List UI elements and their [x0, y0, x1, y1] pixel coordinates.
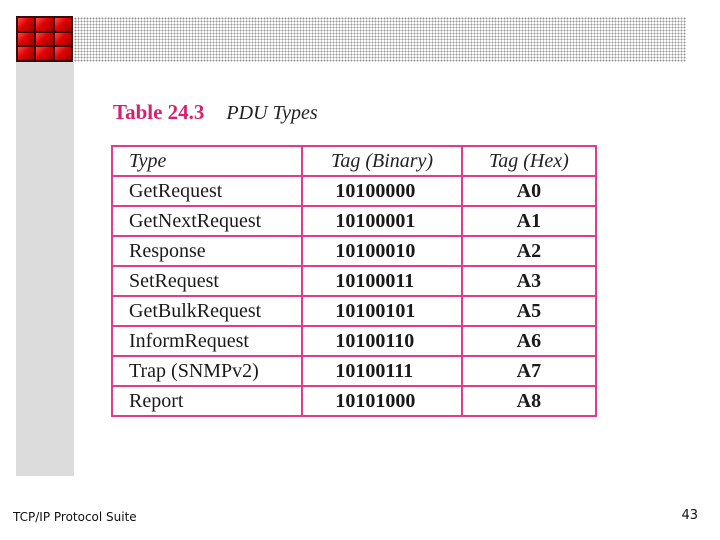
- cell-hex: A5: [462, 296, 596, 326]
- cell-hex: A6: [462, 326, 596, 356]
- cell-binary: 10100010: [302, 236, 461, 266]
- logo-tile: [36, 47, 52, 60]
- caption-title: PDU Types: [226, 102, 318, 124]
- cell-hex: A0: [462, 176, 596, 206]
- cell-type: Trap (SNMPv2): [112, 356, 302, 386]
- cell-type: GetNextRequest: [112, 206, 302, 236]
- caption-label: Table 24.3: [113, 100, 205, 124]
- footer-course-title: TCP/IP Protocol Suite: [13, 510, 137, 524]
- logo-tile: [18, 18, 34, 31]
- cell-hex: A3: [462, 266, 596, 296]
- logo-tile: [36, 18, 52, 31]
- cell-type: GetBulkRequest: [112, 296, 302, 326]
- table-row: [112, 236, 596, 266]
- slide-logo: [16, 16, 73, 62]
- cell-binary: 10100110: [302, 326, 461, 356]
- cell-binary: 10100111: [302, 356, 461, 386]
- page-number: 43: [681, 508, 698, 523]
- cell-type: GetRequest: [112, 176, 302, 206]
- table-row: [112, 176, 596, 206]
- table-row: [112, 296, 596, 326]
- logo-tile: [18, 47, 34, 60]
- logo-tile: [36, 33, 52, 46]
- logo-tile: [18, 33, 34, 46]
- table-row: [112, 266, 596, 296]
- header-type: Type: [112, 146, 302, 176]
- cell-type: Report: [112, 386, 302, 416]
- cell-hex: A7: [462, 356, 596, 386]
- logo-tile: [55, 18, 71, 31]
- cell-type: InformRequest: [112, 326, 302, 356]
- header-tag-binary: Tag (Binary): [302, 146, 461, 176]
- table-row: [112, 356, 596, 386]
- cell-binary: 10100011: [302, 266, 461, 296]
- header-tag-hex: Tag (Hex): [462, 146, 596, 176]
- pdu-types-table: [111, 145, 597, 417]
- cell-hex: A8: [462, 386, 596, 416]
- cell-binary: 10100001: [302, 206, 461, 236]
- cell-binary: 10101000: [302, 386, 461, 416]
- cell-hex: A1: [462, 206, 596, 236]
- table-header-row: [112, 146, 596, 176]
- cell-binary: 10100101: [302, 296, 461, 326]
- logo-tile: [55, 33, 71, 46]
- left-side-bar: [16, 62, 74, 476]
- table-row: [112, 206, 596, 236]
- header-dotted-bar: [74, 17, 686, 62]
- cell-hex: A2: [462, 236, 596, 266]
- table-caption: [113, 100, 318, 125]
- table-row: [112, 326, 596, 356]
- table-row: [112, 386, 596, 416]
- cell-binary: 10100000: [302, 176, 461, 206]
- logo-tile: [55, 47, 71, 60]
- cell-type: Response: [112, 236, 302, 266]
- cell-type: SetRequest: [112, 266, 302, 296]
